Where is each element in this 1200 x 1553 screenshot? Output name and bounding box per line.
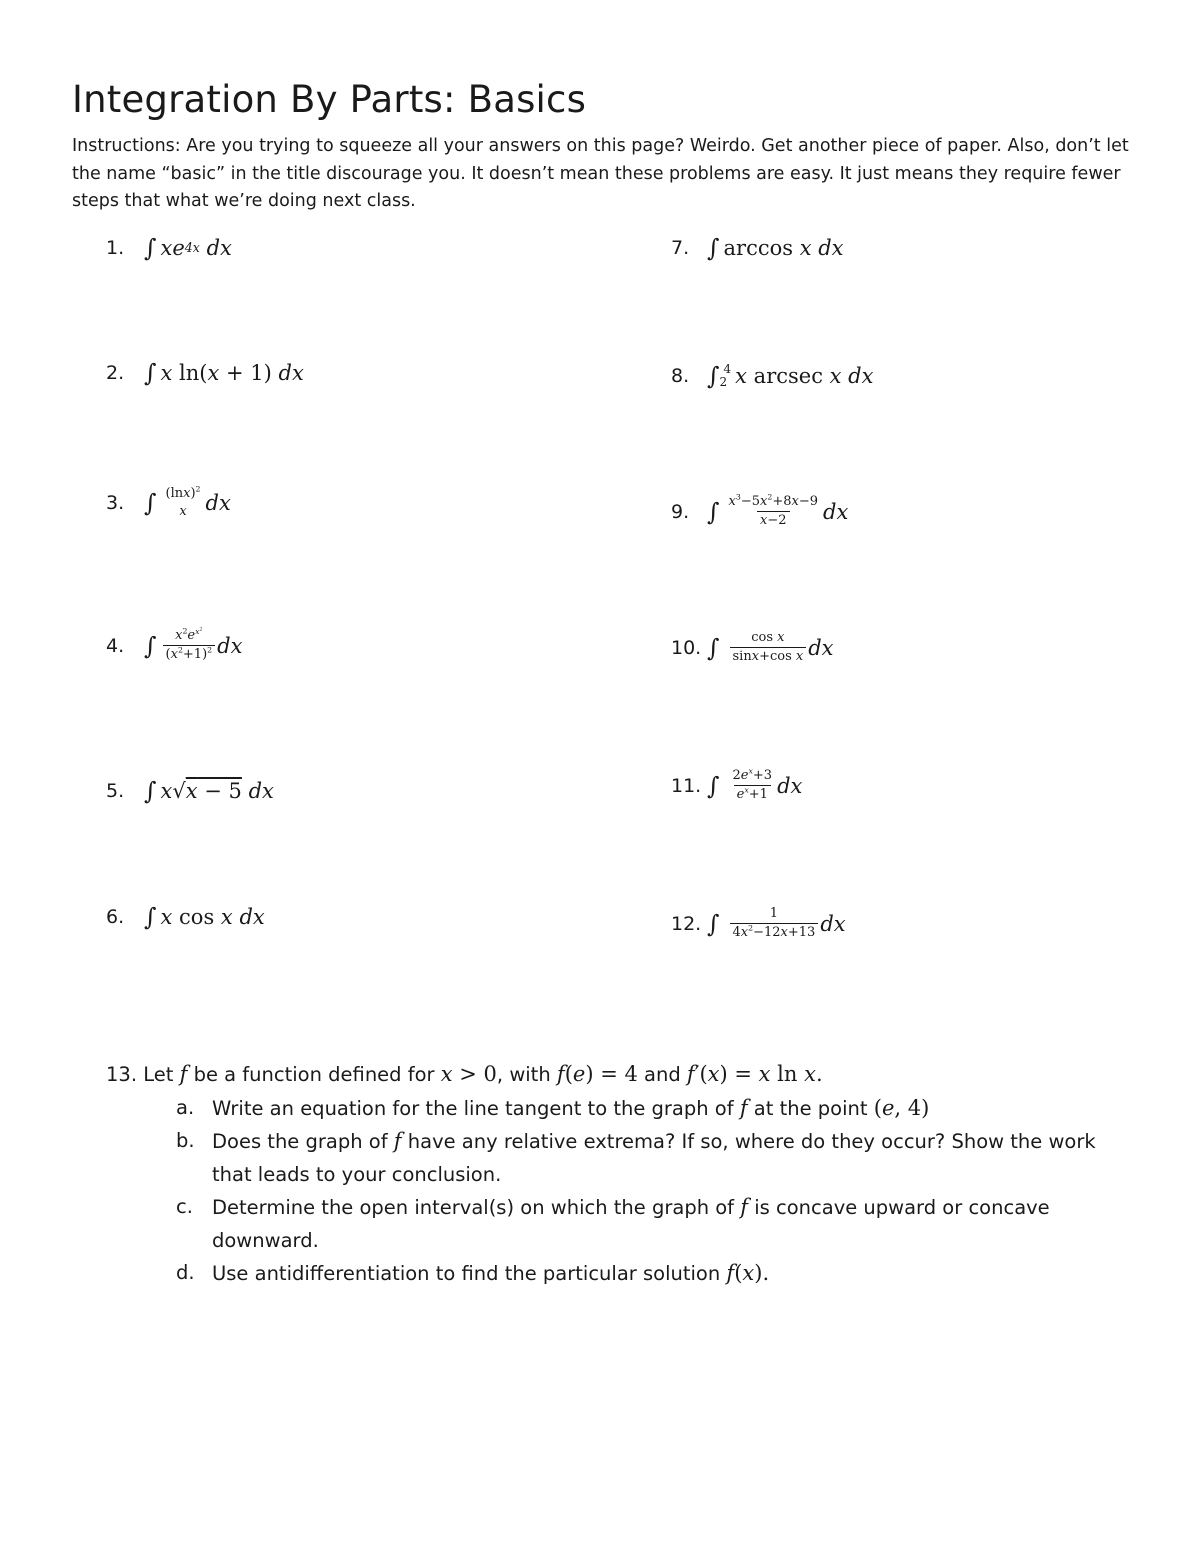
problem-expression: ∫ $(\ln x)^2$ x dx bbox=[144, 484, 231, 519]
problem-13-part-c: c. Determine the open interval(s) on which the graph of f is concave upward or concave downward. bbox=[106, 1191, 1116, 1257]
part-text: Use antidifferentiation to find the particular solution bbox=[212, 1262, 721, 1285]
intro-text: , with bbox=[496, 1063, 551, 1086]
part-text: at the point bbox=[753, 1096, 868, 1120]
problem-number: 3. bbox=[106, 492, 125, 514]
part-text: Determine the open interval(s) on which the graph of bbox=[212, 1196, 735, 1219]
intro-text: and bbox=[644, 1063, 681, 1086]
part-text: Does the graph of bbox=[212, 1130, 388, 1153]
problem-5 bbox=[106, 777, 274, 805]
problem-1 bbox=[106, 234, 232, 262]
part-text: have any relative extrema? If so, where do they occur? Show the work that leads to your conclusion. bbox=[212, 1130, 1096, 1186]
problem-number: 13. bbox=[106, 1063, 138, 1086]
problem-13-intro: 13. Let f be a function defined for x > 0, with f(e) = 4 and f′(x) = x ln x. bbox=[106, 1062, 823, 1086]
problem-number: 12. bbox=[671, 912, 702, 935]
problem-number: 4. bbox=[106, 634, 125, 657]
problem-number: 2. bbox=[106, 362, 125, 384]
part-letter: c. bbox=[176, 1195, 193, 1218]
problem-expression: ∫ arccos x dx bbox=[707, 234, 844, 262]
intro-text: Let bbox=[143, 1063, 174, 1086]
instructions-text: Instructions: Are you trying to squeeze all your answers on this page? Weirdo. Get another piece of paper. Also, don’t let the name “basic” in the title discourage you. It doesn’t mean these problems are easy. It just means they require fewer steps that what we’re doing next class. bbox=[72, 136, 1129, 211]
problem-13-part-b: b. Does the graph of f have any relative extrema? If so, where do they occur? Show the work that leads to your conclusion. bbox=[106, 1125, 1116, 1191]
problem-expression: ∫ 4 2 x arcsec x dx bbox=[707, 362, 874, 390]
part-letter: a. bbox=[176, 1095, 195, 1119]
problem-number: 6. bbox=[106, 906, 125, 928]
problem-expression: ∫ $\frac{x^2e^{x^2}}{(x^2+1)^2}$ dx bbox=[144, 626, 243, 662]
problem-3 bbox=[106, 486, 231, 520]
problem-number: 7. bbox=[671, 237, 690, 259]
problem-11 bbox=[671, 768, 802, 803]
problem-12 bbox=[671, 906, 846, 941]
problem-expression: ∫ $\frac{\text{cos x}}{\text{sinx+cos x}}$ dx bbox=[707, 630, 834, 664]
problem-number: 5. bbox=[106, 780, 125, 802]
problem-expression: ∫ xe 4x dx bbox=[144, 234, 232, 262]
problem-2 bbox=[106, 359, 304, 387]
part-letter: b. bbox=[176, 1129, 195, 1152]
problem-expression: ∫ $\frac{2e^x+3}{e^x+1}$ dx bbox=[707, 766, 803, 802]
problem-expression: ∫ $\frac{x^3-5x^2+8x-9}{x-2}$ dx bbox=[707, 492, 849, 528]
problem-expression: ∫ x ln( x + 1) dx bbox=[144, 359, 304, 387]
problem-9 bbox=[671, 494, 848, 529]
intro-text: be a function defined for bbox=[193, 1063, 435, 1086]
problem-13-part-d: d. Use antidifferentiation to find the particular solution f(x). bbox=[106, 1257, 1116, 1291]
problem-8 bbox=[671, 362, 873, 390]
problem-13-part-a: a. Write an equation for the line tangent to the graph of f at the point (e, 4) bbox=[106, 1092, 1116, 1126]
problem-number: 8. bbox=[671, 365, 690, 387]
part-letter: d. bbox=[176, 1261, 195, 1284]
problem-expression: ∫ x cos x dx bbox=[144, 903, 265, 931]
problem-expression: ∫ x √ x − 5 dx bbox=[144, 777, 274, 805]
problem-4 bbox=[106, 628, 242, 663]
problem-number: 11. bbox=[671, 774, 702, 797]
problem-10 bbox=[671, 630, 834, 665]
problem-number: 1. bbox=[106, 237, 125, 259]
problem-13 bbox=[106, 1058, 1116, 1291]
problem-number: 9. bbox=[671, 500, 690, 523]
problem-expression: ∫ $\frac{1}{4x^2-12x+13}$ dx bbox=[707, 906, 846, 940]
problem-number: 10. bbox=[671, 636, 702, 659]
page-title: Integration By Parts: Basics bbox=[72, 78, 587, 121]
problem-7 bbox=[671, 234, 844, 262]
part-text: is concave upward or concave downward. bbox=[212, 1196, 1050, 1252]
problem-6 bbox=[106, 903, 265, 931]
part-text: Write an equation for the line tangent to the graph of bbox=[212, 1096, 734, 1120]
